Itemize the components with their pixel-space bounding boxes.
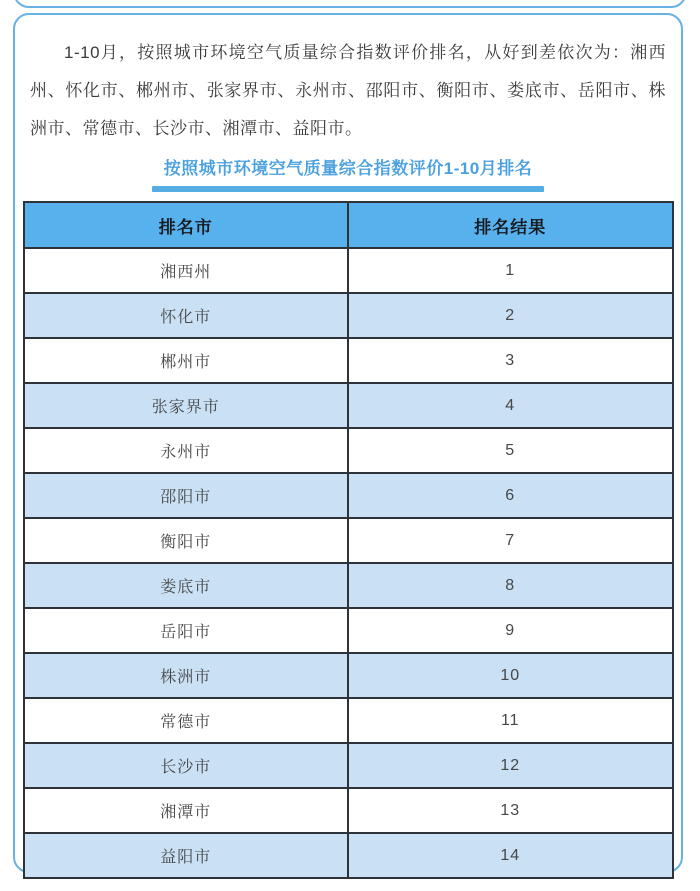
rank-cell: 12 xyxy=(348,743,673,788)
city-cell: 株洲市 xyxy=(24,653,349,698)
city-cell: 怀化市 xyxy=(24,293,349,338)
table-row xyxy=(24,428,673,473)
city-cell: 长沙市 xyxy=(24,743,349,788)
table-row xyxy=(24,518,673,563)
ranking-table-body xyxy=(24,248,673,878)
rank-cell: 10 xyxy=(348,653,673,698)
title-underline-bar xyxy=(152,186,544,192)
city-cell: 娄底市 xyxy=(24,563,349,608)
column-header-rank: 排名结果 xyxy=(348,202,673,248)
previous-card-bottom-edge xyxy=(13,0,687,8)
city-cell: 衡阳市 xyxy=(24,518,349,563)
table-row xyxy=(24,743,673,788)
city-cell: 湘西州 xyxy=(24,248,349,293)
table-row xyxy=(24,698,673,743)
table-row xyxy=(24,293,673,338)
rank-cell: 14 xyxy=(348,833,673,878)
table-row xyxy=(24,248,673,293)
rank-cell: 1 xyxy=(348,248,673,293)
city-cell: 岳阳市 xyxy=(24,608,349,653)
table-row xyxy=(24,563,673,608)
table-row xyxy=(24,788,673,833)
rank-cell: 7 xyxy=(348,518,673,563)
city-cell: 益阳市 xyxy=(24,833,349,878)
table-row xyxy=(24,338,673,383)
rank-cell: 2 xyxy=(348,293,673,338)
ranking-table-header xyxy=(24,202,673,248)
city-cell: 郴州市 xyxy=(24,338,349,383)
rank-cell: 13 xyxy=(348,788,673,833)
article-card xyxy=(13,13,683,873)
rank-cell: 8 xyxy=(348,563,673,608)
rank-cell: 9 xyxy=(348,608,673,653)
table-row xyxy=(24,473,673,518)
city-cell: 永州市 xyxy=(24,428,349,473)
table-row xyxy=(24,653,673,698)
rank-cell: 3 xyxy=(348,338,673,383)
header-row xyxy=(24,202,673,248)
rank-cell: 5 xyxy=(348,428,673,473)
table-row xyxy=(24,383,673,428)
city-ranking-table xyxy=(23,201,674,879)
rank-cell: 4 xyxy=(348,383,673,428)
table-section-title: 按照城市环境空气质量综合指数评价1-10月排名 xyxy=(163,159,533,178)
rank-cell: 6 xyxy=(348,473,673,518)
column-header-city: 排名市 xyxy=(24,202,349,248)
city-cell: 常德市 xyxy=(24,698,349,743)
city-cell: 邵阳市 xyxy=(24,473,349,518)
city-cell: 张家界市 xyxy=(24,383,349,428)
city-cell: 湘潭市 xyxy=(24,788,349,833)
rank-cell: 11 xyxy=(348,698,673,743)
table-row xyxy=(24,833,673,878)
table-row xyxy=(24,608,673,653)
ranking-summary-paragraph: 1-10月，按照城市环境空气质量综合指数评价排名，从好到差依次为：湘西州、怀化市、郴州市、张家界市、永州市、邵阳市、衡阳市、娄底市、岳阳市、株洲市、常德市、长沙市、湘潭市、益阳市。 xyxy=(30,43,666,138)
